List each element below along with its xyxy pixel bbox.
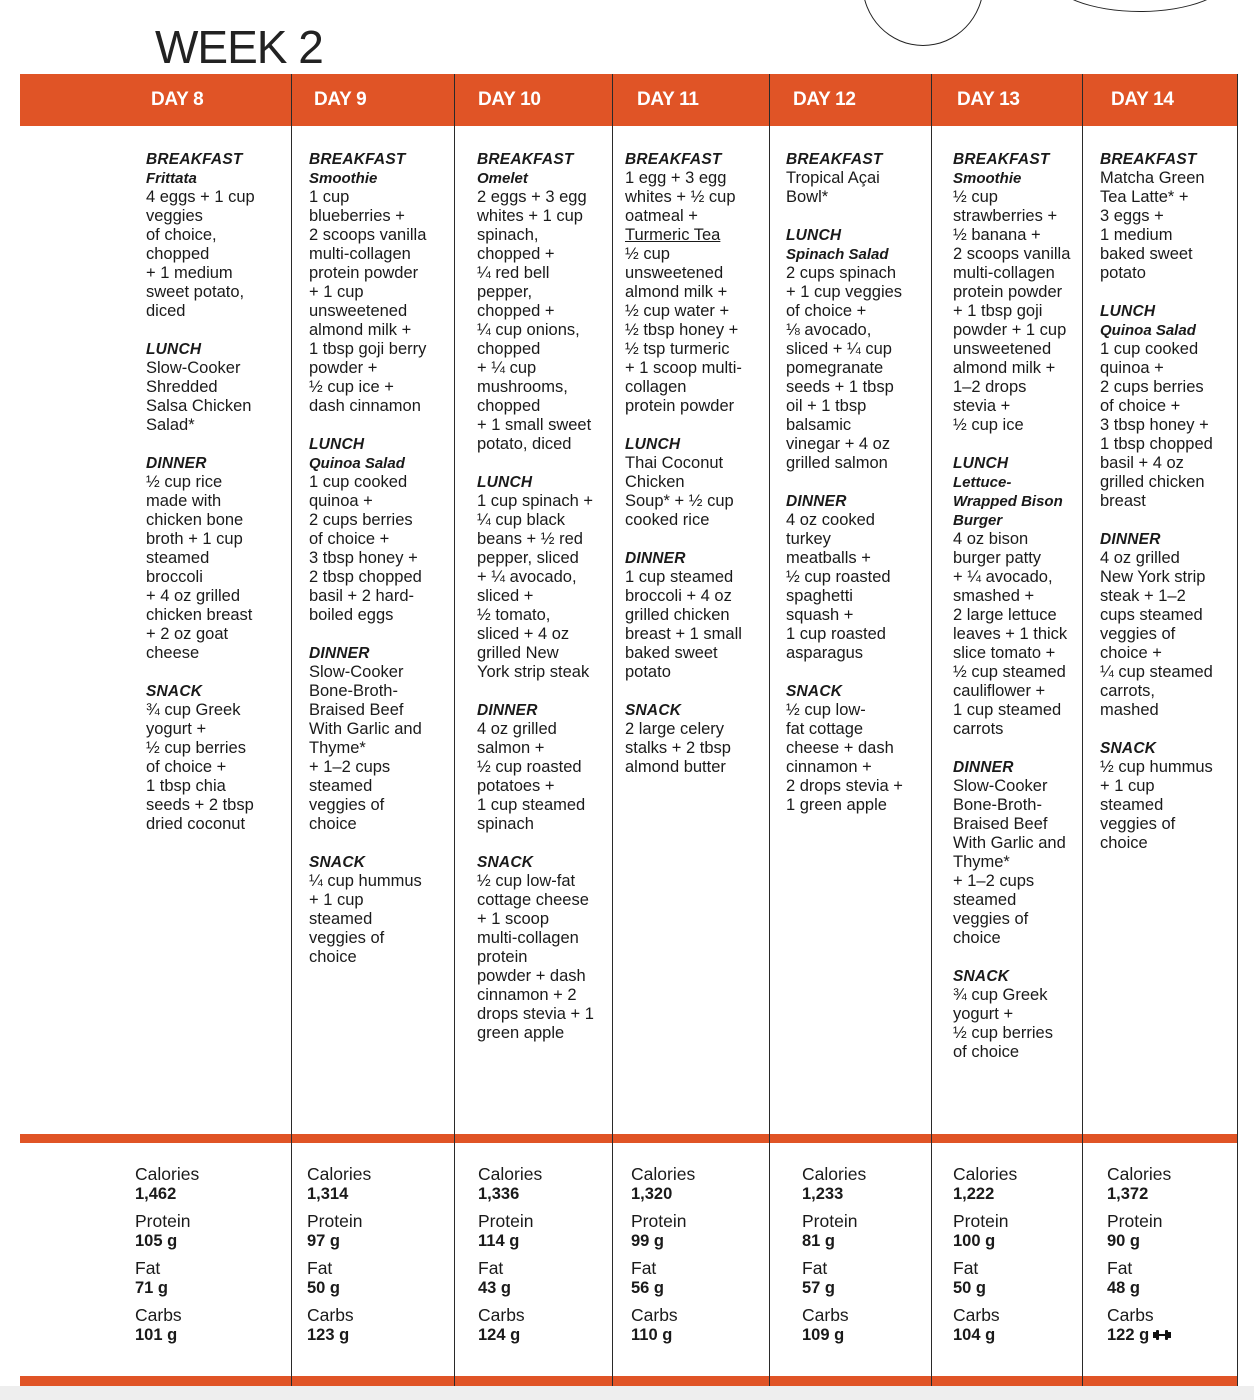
- meal-heading: SNACK: [309, 854, 366, 871]
- meal-heading: BREAKFAST: [953, 151, 1050, 168]
- meal-breakfast: [1100, 150, 1236, 283]
- column-divider: [612, 74, 613, 1386]
- carbs-label: Carbs: [953, 1305, 1000, 1325]
- meal-lunch: [786, 226, 928, 473]
- fat-label: Fat: [802, 1258, 828, 1278]
- meal-heading: DINNER: [1100, 531, 1161, 548]
- column-divider: [769, 74, 770, 1386]
- day-9-header: DAY 9: [314, 89, 367, 110]
- fat-value: 43 g: [478, 1279, 512, 1297]
- protein-value: 99 g: [631, 1232, 665, 1250]
- day-11-header: DAY 11: [637, 89, 699, 110]
- carbs-label: Carbs: [135, 1305, 182, 1325]
- meal-dinner: [146, 454, 286, 663]
- carbs-value-row: [1107, 1325, 1171, 1346]
- meal-lunch: [625, 435, 765, 530]
- meal-heading: LUNCH: [146, 341, 202, 358]
- meal-heading: SNACK: [786, 683, 843, 700]
- calories-label: Calories: [478, 1164, 543, 1184]
- page-title: WEEK 2: [155, 21, 323, 73]
- protein-value: 100 g: [953, 1232, 996, 1250]
- fat-label: Fat: [135, 1258, 161, 1278]
- meal-description: 1 cup spinach + ¼ cup black beans + ½ red pepper, sliced + ¼ avocado, sliced + ½ tomato, sliced + 4 oz grilled New York strip steak: [477, 492, 594, 681]
- meal-description: 2 large celery stalks + 2 tbsp almond butter: [625, 720, 731, 776]
- meal-breakfast: [309, 150, 449, 416]
- meal-heading: LUNCH: [786, 227, 842, 244]
- meal-description: Matcha Green Tea Latte* + 3 eggs + 1 medium baked sweet potato: [1100, 169, 1205, 282]
- meal-heading: LUNCH: [1100, 303, 1156, 320]
- meal-description: Tropical Açai Bowl*: [786, 169, 880, 206]
- meal-name: Quinoa Salad: [1100, 322, 1196, 339]
- calories-label: Calories: [1107, 1164, 1172, 1184]
- calories-value: 1,372: [1107, 1185, 1149, 1203]
- meal-heading: DINNER: [146, 455, 207, 472]
- meal-name: Smoothie: [309, 170, 378, 187]
- meal-description: 2 cups spinach + 1 cup veggies of choice + ⅛ avocado, sliced + ¼ cup pomegranate seeds + 1 tbsp oil + 1 tbsp balsamic vinegar + 4 oz grilled salmon: [786, 264, 903, 472]
- carbs-label: Carbs: [802, 1305, 849, 1325]
- calories-label: Calories: [135, 1164, 200, 1184]
- meal-snack: [953, 967, 1079, 1062]
- nutrition-divider-band: [20, 1134, 1238, 1143]
- meal-name: Lettuce- Wrapped Bison Burger: [953, 474, 1063, 529]
- fat-label: Fat: [631, 1258, 657, 1278]
- meal-heading: LUNCH: [953, 455, 1009, 472]
- fat-value: 57 g: [802, 1279, 836, 1297]
- day-14-nutrition: [1107, 1164, 1171, 1353]
- meal-heading: BREAKFAST: [146, 151, 243, 168]
- meal-heading: BREAKFAST: [625, 151, 722, 168]
- meal-heading: DINNER: [953, 759, 1014, 776]
- day-11-nutrition: [631, 1164, 695, 1352]
- carbs-label: Carbs: [631, 1305, 678, 1325]
- meal-description: 1 cup steamed broccoli + 4 oz grilled chicken breast + 1 small baked sweet potato: [625, 568, 742, 681]
- day-8-nutrition: [135, 1164, 199, 1352]
- meal-description: Thai Coconut Chicken Soup* + ½ cup cooked rice: [625, 454, 734, 529]
- protein-label: Protein: [631, 1211, 687, 1231]
- protein-value: 114 g: [478, 1232, 520, 1250]
- meal-heading: BREAKFAST: [477, 151, 574, 168]
- meal-heading: LUNCH: [625, 436, 681, 453]
- meal-breakfast: [477, 150, 609, 454]
- carbs-value: 123 g: [307, 1326, 350, 1344]
- meal-description: ½ cup strawberries + ½ banana + 2 scoops vanilla multi-collagen protein powder + 1 tbsp goji powder + 1 cup unsweetened almond milk + 1–2 drops stevia + ½ cup ice: [953, 188, 1071, 434]
- day-10-nutrition: [478, 1164, 542, 1352]
- meal-description: ½ cup low- fat cottage cheese + dash cinnamon + 2 drops stevia + 1 green apple: [786, 701, 903, 814]
- protein-label: Protein: [478, 1211, 534, 1231]
- carbs-value: 110 g: [631, 1326, 673, 1344]
- column-divider: [454, 74, 455, 1386]
- column-divider: [291, 74, 292, 1386]
- meal-snack: [625, 701, 765, 777]
- meal-description: ¾ cup Greek yogurt + ½ cup berries of choice + 1 tbsp chia seeds + 2 tbsp dried coconut: [146, 701, 254, 833]
- meal-dinner: [786, 492, 928, 663]
- calories-value: 1,336: [478, 1185, 520, 1203]
- meal-breakfast: [953, 150, 1079, 435]
- meal-description: ¾ cup Greek yogurt + ½ cup berries of choice: [953, 986, 1053, 1061]
- calories-value: 1,462: [135, 1185, 177, 1203]
- meal-dinner: [477, 701, 609, 834]
- meal-description: ½ cup low-fat cottage cheese + 1 scoop multi-collagen protein powder + dash cinnamon + 2 drops stevia + 1 green apple: [477, 872, 594, 1042]
- meal-heading: LUNCH: [477, 474, 533, 491]
- meal-dinner: [953, 758, 1079, 948]
- fat-value: 50 g: [953, 1279, 987, 1297]
- day-11-meals: [625, 150, 765, 796]
- meal-name: Omelet: [477, 170, 528, 187]
- calories-label: Calories: [307, 1164, 372, 1184]
- day-10-meals: [477, 150, 609, 1062]
- calories-value: 1,233: [802, 1185, 844, 1203]
- day-8-header: DAY 8: [151, 89, 204, 110]
- meal-heading: SNACK: [625, 702, 682, 719]
- meal-dinner: [309, 644, 449, 834]
- meal-snack: [1100, 739, 1236, 853]
- calories-label: Calories: [631, 1164, 696, 1184]
- day-13-header: DAY 13: [957, 89, 1020, 110]
- meal-lunch: [1100, 302, 1236, 511]
- decorative-ellipse: [1050, 0, 1230, 12]
- fat-label: Fat: [1107, 1258, 1133, 1278]
- carbs-value: 122 g: [1107, 1326, 1150, 1344]
- meal-description: 1 cup cooked quinoa + 2 cups berries of choice + 3 tbsp honey + 2 tbsp chopped basil + 2 hard- boiled eggs: [309, 473, 422, 624]
- page-bottom-edge: [0, 1386, 1254, 1400]
- day-8-meals: [146, 150, 286, 853]
- meal-heading: SNACK: [477, 854, 534, 871]
- footer-band: [20, 1376, 1238, 1386]
- fat-label: Fat: [307, 1258, 333, 1278]
- carbs-value: 104 g: [953, 1326, 996, 1344]
- day-12-meals: [786, 150, 928, 834]
- meal-heading: SNACK: [146, 683, 203, 700]
- meal-description: ¼ cup hummus + 1 cup steamed veggies of choice: [309, 872, 422, 966]
- meal-name: Frittata: [146, 170, 197, 187]
- meal-heading: BREAKFAST: [309, 151, 406, 168]
- protein-value: 90 g: [1107, 1232, 1141, 1250]
- decorative-circle: [862, 0, 984, 46]
- meal-heading: BREAKFAST: [1100, 151, 1197, 168]
- dumbbell-icon: [1153, 1326, 1171, 1346]
- meal-heading: SNACK: [1100, 740, 1157, 757]
- meal-name: Quinoa Salad: [309, 455, 405, 472]
- day-14-header: DAY 14: [1111, 89, 1174, 110]
- day-13-meals: [953, 150, 1079, 1081]
- meal-description: ½ cup rice made with chicken bone broth + 1 cup steamed broccoli + 4 oz grilled chicken breast + 2 oz goat cheese: [146, 473, 253, 662]
- meal-heading: DINNER: [625, 550, 686, 567]
- column-divider: [931, 74, 932, 1386]
- carbs-value: 101 g: [135, 1326, 178, 1344]
- column-divider: [1082, 74, 1083, 1386]
- carbs-value: 124 g: [478, 1326, 521, 1344]
- meal-description: 4 oz bison burger patty + ¼ avocado, smashed + 2 large lettuce leaves + 1 thick slice tomato + ½ cup steamed cauliflower + 1 cup steamed carrots: [953, 530, 1068, 738]
- carbs-label: Carbs: [1107, 1305, 1154, 1325]
- meal-heading: BREAKFAST: [786, 151, 883, 168]
- meal-snack: [309, 853, 449, 967]
- meal-dinner: [625, 549, 765, 682]
- calories-value: 1,320: [631, 1185, 673, 1203]
- fat-label: Fat: [478, 1258, 504, 1278]
- protein-label: Protein: [1107, 1211, 1163, 1231]
- calories-label: Calories: [802, 1164, 867, 1184]
- meal-heading: LUNCH: [309, 436, 365, 453]
- meal-description: ½ cup hummus + 1 cup steamed veggies of choice: [1100, 758, 1213, 852]
- meal-breakfast: [786, 150, 928, 207]
- protein-label: Protein: [307, 1211, 363, 1231]
- fat-label: Fat: [953, 1258, 979, 1278]
- meal-name: Spinach Salad: [786, 246, 889, 263]
- protein-value: 105 g: [135, 1232, 178, 1250]
- meal-description: ½ cup unsweetened almond milk + ½ cup water + ½ tbsp honey + ½ tsp turmeric + 1 scoop multi- collagen protein powder: [625, 245, 742, 415]
- meal-breakfast: [146, 150, 286, 321]
- turmeric-tea-link[interactable]: Turmeric Tea: [625, 226, 721, 244]
- carbs-label: Carbs: [478, 1305, 525, 1325]
- day-9-meals: [309, 150, 449, 986]
- meal-breakfast: [625, 150, 765, 416]
- fat-value: 71 g: [135, 1279, 169, 1297]
- meal-description: 4 oz cooked turkey meatballs + ½ cup roasted spaghetti squash + 1 cup roasted asparagus: [786, 511, 891, 662]
- carbs-value: 109 g: [802, 1326, 845, 1344]
- meal-snack: [146, 682, 286, 834]
- meal-description: 4 oz grilled New York strip steak + 1–2 cups steamed veggies of choice + ¼ cup steamed carrots, mashed: [1100, 549, 1213, 719]
- day-14-meals: [1100, 150, 1236, 872]
- meal-description: Slow-Cooker Bone-Broth- Braised Beef With Garlic and Thyme* + 1–2 cups steamed veggies of choice: [953, 777, 1066, 947]
- meal-description: 4 eggs + 1 cup veggies of choice, chopped + 1 medium sweet potato, diced: [146, 188, 255, 320]
- calories-value: 1,222: [953, 1185, 995, 1203]
- calories-value: 1,314: [307, 1185, 349, 1203]
- fat-value: 56 g: [631, 1279, 665, 1297]
- meal-lunch: [953, 454, 1079, 739]
- meal-description: 1 cup blueberries + 2 scoops vanilla multi-collagen protein powder + 1 cup unsweetened almond milk + 1 tbsp goji berry powder + ½ cup ice + dash cinnamon: [309, 188, 427, 415]
- meal-description: 1 egg + 3 egg whites + ½ cup oatmeal +: [625, 169, 736, 225]
- meal-heading: DINNER: [786, 493, 847, 510]
- meal-lunch: [146, 340, 286, 435]
- protein-value: 97 g: [307, 1232, 341, 1250]
- meal-heading: SNACK: [953, 968, 1010, 985]
- protein-label: Protein: [953, 1211, 1009, 1231]
- meal-heading: DINNER: [309, 645, 370, 662]
- meal-snack: [786, 682, 928, 815]
- carbs-label: Carbs: [307, 1305, 354, 1325]
- day-12-header: DAY 12: [793, 89, 856, 110]
- fat-value: 48 g: [1107, 1279, 1141, 1297]
- protein-label: Protein: [802, 1211, 858, 1231]
- day-10-header: DAY 10: [478, 89, 541, 110]
- meal-lunch: [477, 473, 609, 682]
- meal-description: Slow-Cooker Shredded Salsa Chicken Salad*: [146, 359, 252, 434]
- meal-name: Smoothie: [953, 170, 1022, 187]
- column-divider: [1237, 74, 1238, 1386]
- day-12-nutrition: [802, 1164, 866, 1352]
- protein-value: 81 g: [802, 1232, 836, 1250]
- meal-dinner: [1100, 530, 1236, 720]
- calories-label: Calories: [953, 1164, 1018, 1184]
- meal-snack: [477, 853, 609, 1043]
- protein-label: Protein: [135, 1211, 191, 1231]
- meal-description: 4 oz grilled salmon + ½ cup roasted potatoes + 1 cup steamed spinach: [477, 720, 586, 833]
- meal-description: Slow-Cooker Bone-Broth- Braised Beef With Garlic and Thyme* + 1–2 cups steamed veggies of choice: [309, 663, 422, 833]
- meal-lunch: [309, 435, 449, 625]
- day-13-nutrition: [953, 1164, 1017, 1352]
- day-9-nutrition: [307, 1164, 371, 1352]
- fat-value: 50 g: [307, 1279, 341, 1297]
- meal-heading: DINNER: [477, 702, 538, 719]
- meal-description: 1 cup cooked quinoa + 2 cups berries of choice + 3 tbsp honey + 1 tbsp chopped basil + 4 oz grilled chicken breast: [1100, 340, 1213, 510]
- meal-description: 2 eggs + 3 egg whites + 1 cup spinach, chopped + ¼ red bell pepper, chopped + ¼ cup onions, chopped + ¼ cup mushrooms, chopped + 1 small sweet potato, diced: [477, 188, 592, 453]
